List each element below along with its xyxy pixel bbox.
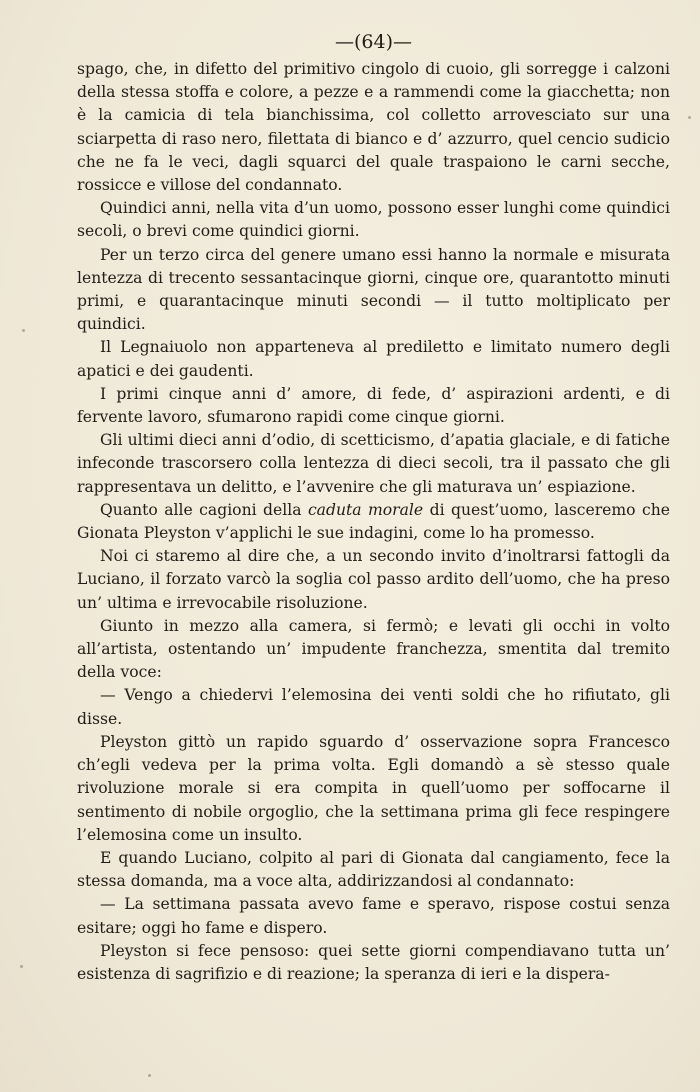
paragraph-10: — Vengo a chiedervi l’elemosina dei venti soldi che ho rifiutato, gli disse. xyxy=(77,686,670,728)
paragraph-3: Per un terzo circa del genere umano essi hanno la normale e misurata lentezza di trecento sessantacinque giorni, cinque ore, quarantotto minuti primi, e quarantacinque minuti secondi — il tutto moltiplicato per quindici. xyxy=(77,245,670,334)
paper-speck xyxy=(688,116,691,119)
paragraph-6: Gli ultimi dieci anni d’odio, di scetticismo, d’apatia glaciale, e di fatiche infeconde trascorsero colla lentezza di dieci secoli, tra il passato che gli rappresentava un delitto, e l’avvenire che gli maturava un’ espiazione. xyxy=(77,431,670,496)
paragraph-11: Pleyston gittò un rapido sguardo d’ osservazione sopra Francesco ch’egli vedeva per la prima volta. Egli domandò a sè stesso quale rivoluzione morale si era compita in quell’uomo per soffocarne il sentimento di nobile orgoglio, che la settimana prima gli fece respingere l’elemosina come un insulto. xyxy=(77,732,670,844)
paragraph-2: Quindici anni, nella vita d’un uomo, possono esser lunghi come quindici secoli, o brevi come quindici giorni. xyxy=(77,199,670,241)
paragraph-9: Giunto in mezzo alla camera, si fermò; e levati gli occhi in volto all’artista, ostentando un’ impudente franchezza, smentita dal tremito della voce: xyxy=(77,616,670,682)
paper-speck xyxy=(22,329,25,332)
paragraph-4: Il Legnaiuolo non apparteneva al prediletto e limitato numero degli apatici e dei gaudenti. xyxy=(77,338,670,380)
paragraph-7 xyxy=(77,499,670,545)
page-number: —(64)— xyxy=(334,31,412,53)
paper-speck xyxy=(20,965,23,968)
paragraph-8: Noi ci staremo al dire che, a un secondo invito d’inoltrarsi fattogli da Luciano, il forzato varcò la soglia col passo ardito dell’uomo, che ha preso un’ ultima e irrevocabile risoluzione. xyxy=(77,547,670,612)
paragraph-12: E quando Luciano, colpito al pari di Gionata dal cangiamento, fece la stessa domanda, ma a voce alta, addirizzandosi al condannato: xyxy=(77,848,670,891)
paragraph-1: spago, che, in difetto del primitivo cingolo di cuoio, gli sorregge i calzoni della stessa stoffa e colore, a pezze e a rammendi come la giacchetta; non è la camicia di tela bianchissima, col colletto arrovesciato sur una sciarpetta di raso nero, filettata di bianco e d’ azzurro, quel cencio sudicio che ne fa le veci, dagli squarci del quale traspaiono le carni secche, rossicce e villose del condannato. xyxy=(77,60,670,195)
paper-speck xyxy=(148,1074,151,1077)
paragraph-14: Pleyston si fece pensoso: quei sette giorni compendiavano tutta un’ esistenza di sagrifizio e di reazione; la speranza di ieri e la dispera- xyxy=(77,941,670,983)
paragraph-7-before: Quanto alle cagioni della xyxy=(100,500,308,519)
italic-phrase: caduta morale xyxy=(307,500,424,519)
paragraph-13: — La settimana passata avevo fame e speravo, rispose costui senza esitare; oggi ho fame e dispero. xyxy=(77,895,670,937)
body-text xyxy=(77,58,670,986)
paragraph-5: I primi cinque anni d’ amore, di fede, d’ aspirazioni ardenti, e di fervente lavoro, sfumarono rapidi come cinque giorni. xyxy=(77,384,670,427)
paragraph-7-after: di quest’uomo, lasceremo che Gionata Pleyston v’applichi le sue indagini, come lo ha promesso. xyxy=(77,500,671,543)
